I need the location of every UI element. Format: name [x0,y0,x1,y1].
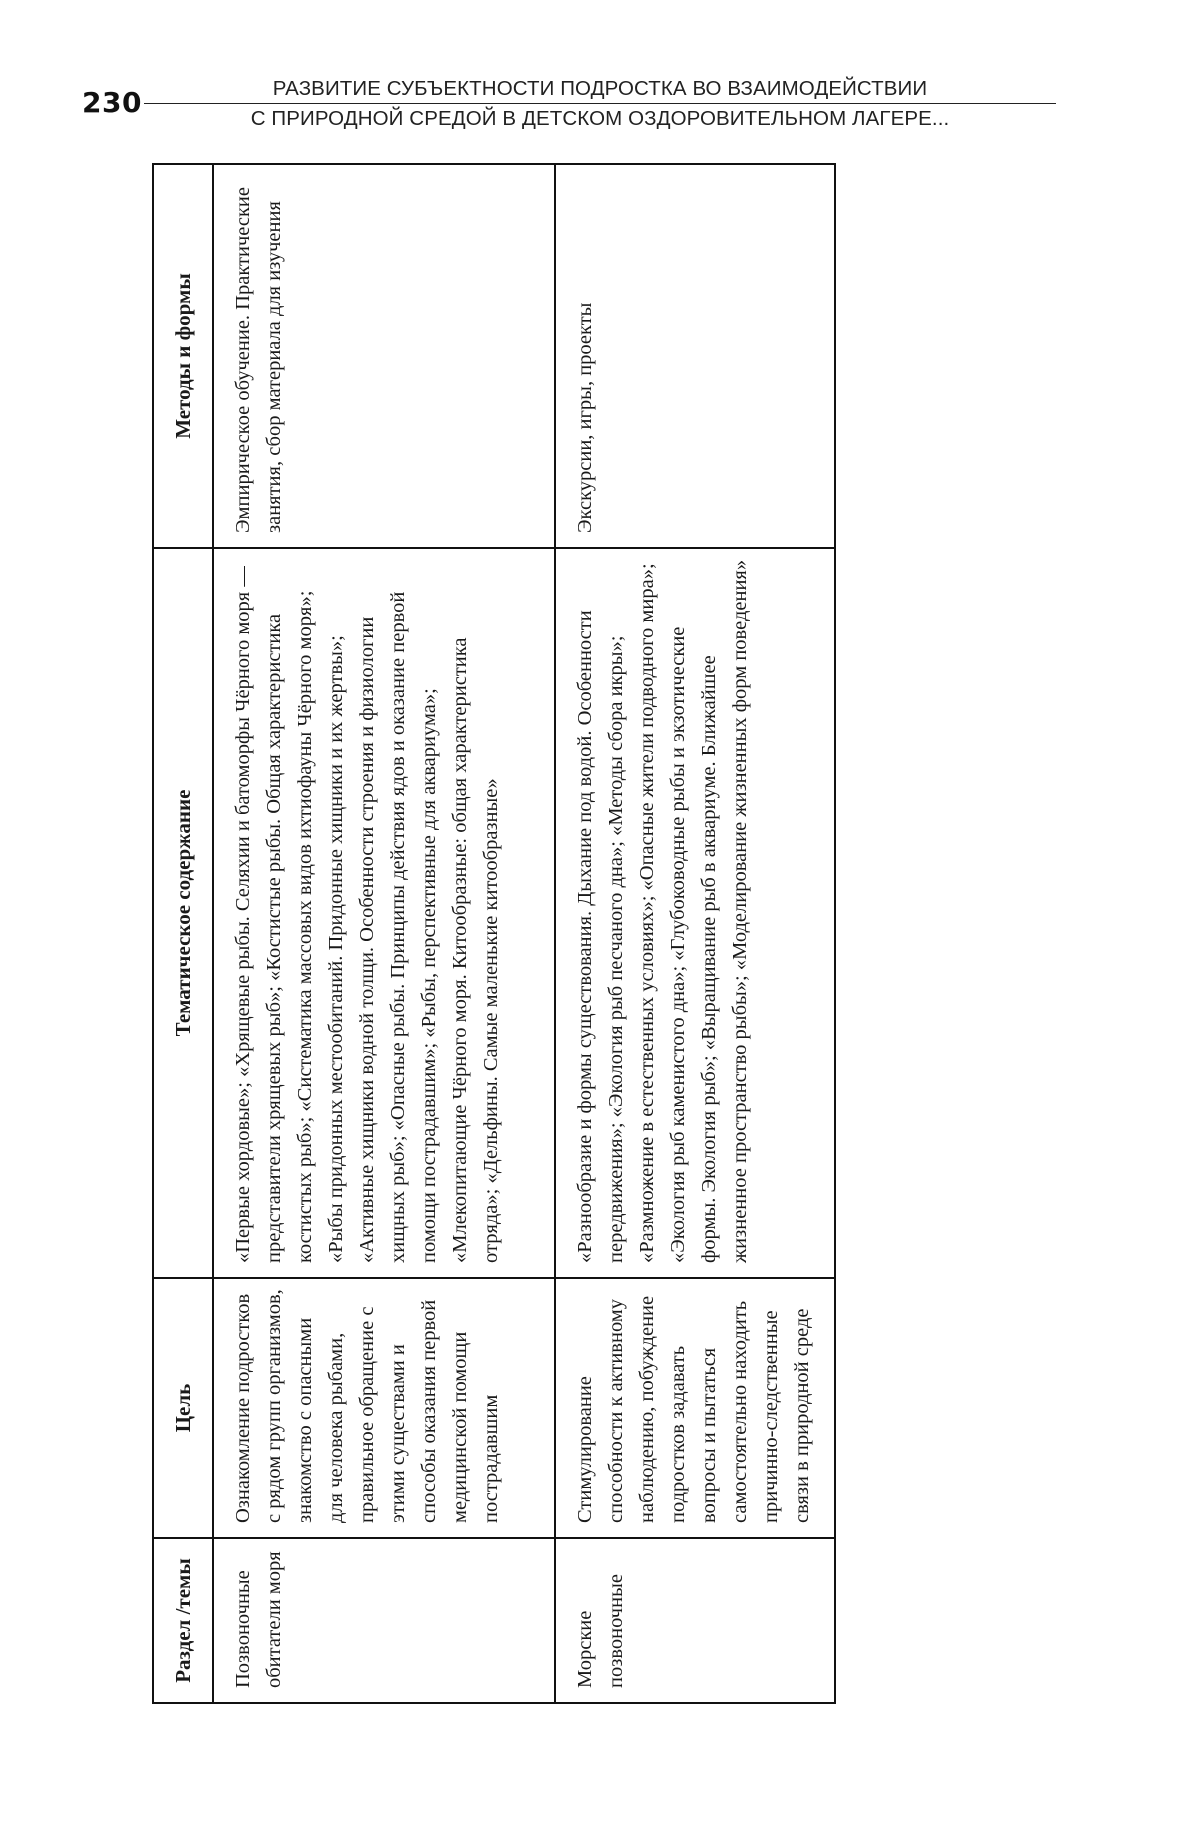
column-header-section: Раздел /темы [153,1538,213,1703]
cell-goal: Стимулирование способности к активному наблюдению, побуждение подростков задавать вопросы и пытаться самостоятельно находить причинно-следственные связи в природной среде [555,1278,835,1538]
rotated-table-container [152,165,823,1704]
cell-section: Морские позвоночные [555,1538,835,1703]
column-header-methods: Методы и формы [153,164,213,548]
running-title-line-1: РАЗВИТИЕ СУБЪЕКТНОСТИ ПОДРОСТКА ВО ВЗАИМОДЕЙСТВИИ [272,77,928,100]
cell-section: Позвоночные обитатели моря [213,1538,555,1703]
page-number: 230 [82,86,142,119]
table-row [213,164,555,1703]
cell-content: «Первые хордовые»; «Хрящевые рыбы. Селяхии и батоморфы Чёрного моря — представители хрящевых рыб»; «Костистые рыбы. Общая характеристика костистых рыб»; «Систематика массовых видов ихтиофауны Чёрного моря»; «Рыбы придонных местообитаний. Придонные хищники и их жертвы»; «Активные хищники водной толщи. Особенности строения и физиологии хищных рыб»; «Опасные рыбы. Принципы действия ядов и оказание первой помощи пострадавшим»; «Рыбы, перспективные для аквариума»; «Млекопитающие Чёрного моря. Китообразные: общая характеристика отряда»; «Дельфины. Самые маленькие китообразные» [213,548,555,1278]
table-header-row [153,164,213,1703]
running-head [0,0,1200,140]
cell-content: «Разнообразие и формы существования. Дыхание под водой. Особенности передвижения»; «Экология рыб песчаного дна»; «Методы сбора икры»; «Размножение в естественных условиях»; «Опасные жители подводного мира»; «Экология рыб каменистого дна»; «Глубоководные рыбы и экзотические формы. Экология рыб»; «Выращивание рыб в аквариуме. Ближайшее жизненное пространство рыбы»; «Моделирование жизненных форм поведения» [555,548,835,1278]
column-header-content: Тематическое содержание [153,548,213,1278]
column-header-goal: Цель [153,1278,213,1538]
cell-methods: Эмпирическое обучение. Практические занятия, сбор материала для изучения [213,164,555,548]
program-table [152,163,836,1704]
running-title-line-2: С ПРИРОДНОЙ СРЕДОЙ В ДЕТСКОМ ОЗДОРОВИТЕЛЬНОМ ЛАГЕРЕ... [250,107,950,130]
cell-goal: Ознакомление подростков с рядом групп организмов, знакомство с опасными для человека рыбами, правильное обращение с этими существами и способы оказания первой медицинской помощи пострадавшим [213,1278,555,1538]
cell-methods: Экскурсии, игры, проекты [555,164,835,548]
header-rule [144,103,1056,104]
table-row [555,164,835,1703]
